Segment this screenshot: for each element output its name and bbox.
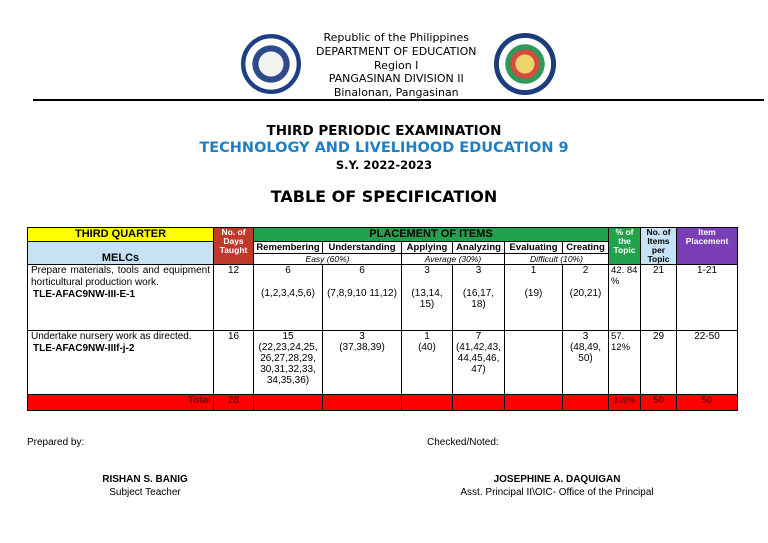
count: 6 [359,265,365,276]
specification-table [27,227,738,411]
items-cell: 21 [641,265,677,331]
table-row [28,265,738,331]
understanding-header: Understanding [323,242,402,254]
days-cell: 12 [214,265,254,331]
count: 2 [582,265,589,276]
total-days: 28 [214,395,254,411]
division-seal-icon [494,33,556,95]
easy-label: Easy (60%) [254,254,402,265]
days-cell: 16 [214,331,254,395]
items: (13,14, 15) [411,288,443,310]
creating-cell [563,265,609,331]
count: 3 [582,331,589,342]
letterhead-line1: Republic of the Philippines [323,31,469,44]
items-cell: 29 [641,331,677,395]
count: 3 [424,265,430,276]
letterhead-line5: Binalonan, Pangasinan [333,86,459,100]
count: 1 [530,265,537,276]
placement-cell: 1-21 [677,265,738,331]
applying-cell [402,265,453,331]
remembering-header: Remembering [254,242,323,254]
items: (16,17, 18) [462,288,495,310]
total-items: 50 [641,395,677,411]
total-empty [254,395,323,411]
melc-code: TLE-AFAC9NW-III-E-1 [33,289,136,300]
checked-name: JOSEPHINE A. DAQUIGAN [493,474,621,485]
count: 6 [285,265,291,276]
placement-cell: 22-50 [677,331,738,395]
header-rule [33,99,764,101]
total-placement: 50 [677,395,738,411]
total-label: Total [28,395,214,411]
letterhead [316,31,476,100]
pct-cell: 57. 12% [609,331,641,395]
applying-header: Applying [402,242,453,254]
table-row [28,331,738,395]
creating-cell [563,331,609,395]
subject-title: TECHNOLOGY AND LIVELIHOOD EDUCATION 9 [199,140,569,156]
prepared-title: Subject Teacher [109,487,181,498]
quarter-header: THIRD QUARTER [28,228,214,242]
items: (48,49, 50) [569,342,602,364]
checked-label: Checked/Noted: [427,437,499,448]
evaluating-cell [505,331,563,395]
pct-header: % of the Topic [609,228,641,265]
items-header: No. of Items per Topic [641,228,677,265]
item-placement-header: Item Placement [677,228,738,265]
count: 15 [282,331,294,342]
school-year: S.Y. 2022-2023 [335,158,433,172]
items: (19) [524,288,543,299]
creating-header: Creating [563,242,609,254]
total-empty [402,395,453,411]
placement-header: PLACEMENT OF ITEMS [254,228,609,242]
evaluating-header: Evaluating [505,242,563,254]
count: 3 [359,331,365,342]
total-empty [505,395,563,411]
total-pct: 100% [609,395,641,411]
count: 3 [475,265,482,276]
applying-cell [402,331,453,395]
difficult-label: Difficult (10%) [505,254,609,265]
letterhead-line4: PANGASINAN DIVISION II [328,72,464,86]
melc-text: Prepare materials, tools and equipment horticultural production work. [31,265,210,288]
items: (20,21) [569,288,602,299]
exam-title: THIRD PERIODIC EXAMINATION [266,123,502,139]
deped-seal-icon [241,34,301,94]
remembering-cell [254,265,323,331]
analyzing-cell [453,331,505,395]
count: 7 [475,331,482,342]
items: (37,38,39) [339,342,385,353]
letterhead-line3: Region I [374,58,419,72]
total-empty [323,395,402,411]
understanding-cell [323,265,402,331]
understanding-cell [323,331,402,395]
items: (7,8,9,10 11,12) [327,288,397,299]
average-label: Average (30%) [402,254,505,265]
items: (22,23,24,25, 26,27,28,29, 30,31,32,33, 34,35,36) [258,342,318,386]
items: (1,2,3,4,5,6) [261,288,315,299]
remembering-cell [254,331,323,395]
checked-title: Asst. Principal II\OIC- Office of the Principal [460,487,654,498]
prepared-name: RISHAN S. BANIG [102,474,188,485]
days-header: No. of Days Taught [214,228,254,265]
items: (41,42,43, 44,45,46, 47) [455,342,502,375]
total-empty [563,395,609,411]
analyzing-cell [453,265,505,331]
analyzing-header: Analyzing [453,242,505,254]
melcs-header: MELCs [28,242,214,265]
melc-code: TLE-AFAC9NW-IIIf-j-2 [33,343,135,354]
melc-text: Undertake nursery work as directed. [31,331,192,342]
count: 1 [424,331,430,342]
prepared-label: Prepared by: [27,437,85,448]
total-row [28,395,738,411]
total-empty [453,395,505,411]
items: (40) [418,342,436,353]
document-title: TABLE OF SPECIFICATION [270,187,498,206]
melc-cell [28,331,214,395]
pct-cell: 42. 84 % [609,265,641,331]
melc-cell [28,265,214,331]
evaluating-cell [505,265,563,331]
letterhead-line2: DEPARTMENT OF EDUCATION [316,44,477,58]
